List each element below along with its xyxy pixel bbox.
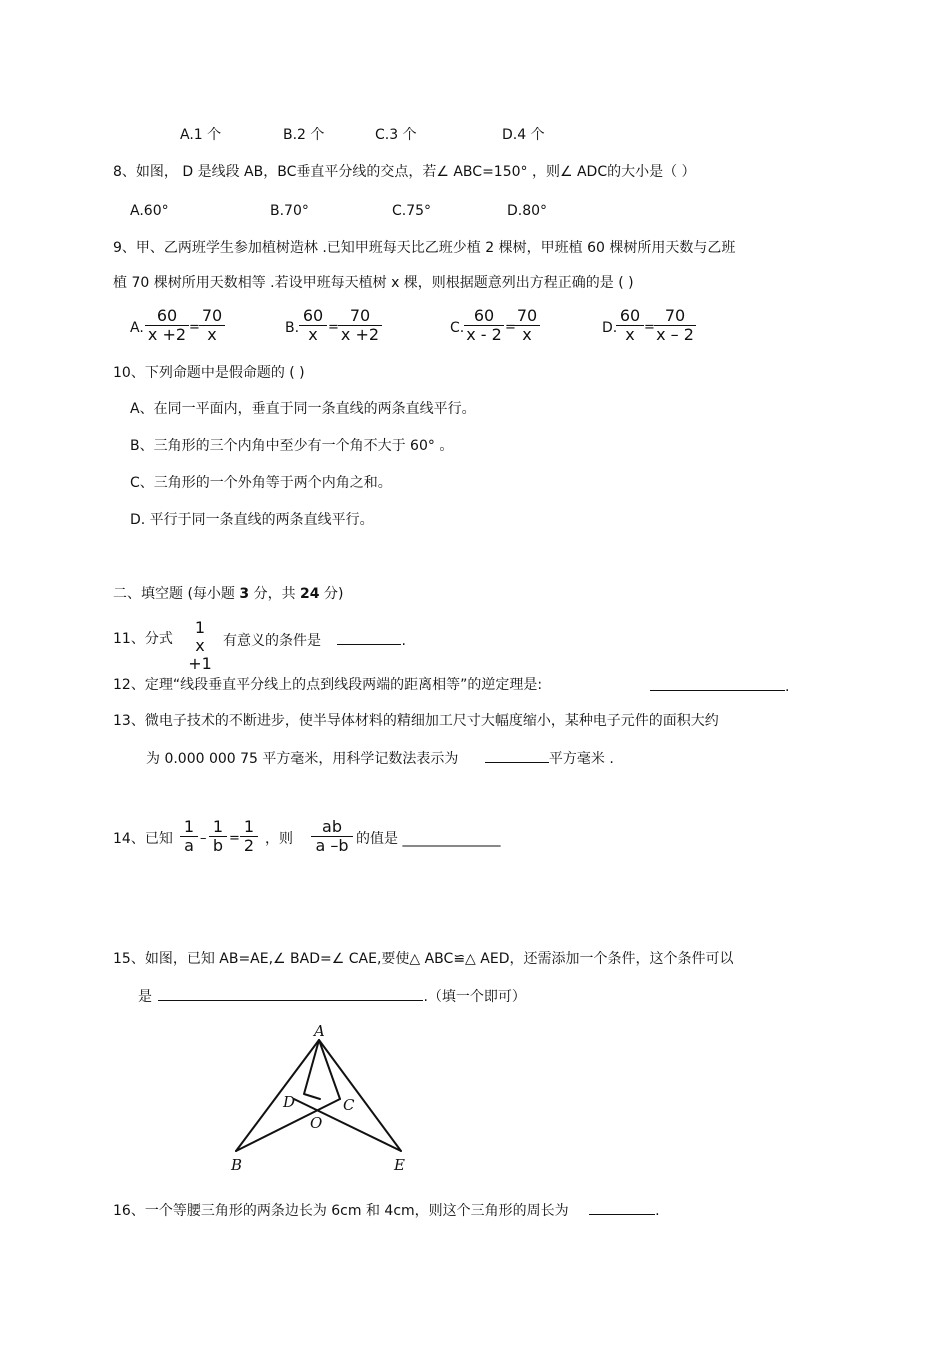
q11-end: . bbox=[401, 633, 406, 649]
q9-d-fraction-right bbox=[654, 307, 696, 344]
segment-ae bbox=[319, 1040, 401, 1151]
q9-option-a-label: A. bbox=[130, 320, 144, 336]
q14-fraction-1-over-b bbox=[209, 818, 227, 855]
q13-line2-prefix: 为 0.000 000 75 平方毫米，用科学记数法表示为 bbox=[146, 751, 459, 767]
q14-prefix: 14、已知 bbox=[113, 831, 173, 847]
denominator: x bbox=[308, 325, 318, 344]
q13-line1: 13、微电子技术的不断进步，使半导体材料的精细加工尺寸大幅度缩小，某种电子元件的面积大约 bbox=[113, 713, 719, 729]
q7-option-b: B.2 个 bbox=[283, 127, 325, 143]
q15-line2-suffix: .（填一个即可） bbox=[423, 989, 526, 1005]
q16-text bbox=[113, 1200, 660, 1220]
numerator: ab bbox=[311, 818, 353, 837]
label-o: O bbox=[310, 1114, 323, 1132]
q16-answer-blank[interactable] bbox=[589, 1200, 655, 1215]
numerator: 1 bbox=[240, 818, 258, 837]
q9-option-c-label: C. bbox=[450, 320, 465, 336]
equals-sign: = bbox=[505, 320, 516, 335]
q10-option-d: D. 平行于同一条直线的两条直线平行。 bbox=[130, 512, 374, 528]
numerator: 70 bbox=[654, 307, 696, 326]
q9-c-fraction-right bbox=[514, 307, 540, 344]
q10-option-c: C、三角形的一个外角等于两个内角之和。 bbox=[130, 475, 392, 491]
numerator: 60 bbox=[299, 307, 327, 326]
numerator: 70 bbox=[199, 307, 225, 326]
q11-suffix bbox=[223, 630, 406, 650]
q8-option-d: D.80° bbox=[507, 203, 548, 219]
q9-d-fraction-left bbox=[616, 307, 644, 344]
equals-sign: = bbox=[644, 320, 655, 335]
q13-answer-blank[interactable] bbox=[485, 748, 549, 763]
q7-option-c: C.3 个 bbox=[375, 127, 417, 143]
q8-option-b: B.70° bbox=[270, 203, 309, 219]
numerator: 1 bbox=[209, 818, 227, 837]
numerator: 1 bbox=[194, 618, 206, 637]
q16-stem: 16、一个等腰三角形的两条边长为 6cm 和 4cm，则这个三角形的周长为 bbox=[113, 1203, 569, 1219]
q13-line2 bbox=[146, 748, 614, 768]
q11-prefix: 11、分式 bbox=[113, 631, 173, 647]
q11-answer-blank[interactable] bbox=[337, 630, 401, 645]
q11-condition-text: 有意义的条件是 bbox=[223, 633, 321, 649]
points-each: 3 bbox=[239, 586, 250, 602]
label-e: E bbox=[394, 1156, 405, 1174]
numerator: 70 bbox=[514, 307, 540, 326]
q12-answer-blank[interactable] bbox=[650, 676, 785, 691]
numerator: 60 bbox=[145, 307, 189, 326]
q9-line1: 9、甲、乙两班学生参加植树造林 .已知甲班每天比乙班少植 2 棵树，甲班植 60 棵树所用天数与乙班 bbox=[113, 240, 736, 256]
numerator: 60 bbox=[616, 307, 644, 326]
q14-suffix: 的值是 ______________ bbox=[356, 831, 501, 847]
q9-b-fraction-right bbox=[338, 307, 382, 344]
q7-option-a: A.1 个 bbox=[180, 127, 222, 143]
q16-end: . bbox=[655, 1203, 660, 1219]
q14-fraction-1-over-a bbox=[180, 818, 198, 855]
q8-option-a: A.60° bbox=[130, 203, 169, 219]
q14-fraction-1-over-2 bbox=[240, 818, 258, 855]
denominator: x +2 bbox=[340, 325, 380, 344]
denominator: x bbox=[625, 325, 635, 344]
q15-line1: 15、如图，已知 AB=AE,∠ BAD=∠ CAE,要使△ ABC≌△ AED，还需添加一个条件，这个条件可以 bbox=[113, 951, 734, 967]
denominator: a bbox=[184, 836, 194, 855]
denominator: b bbox=[212, 836, 224, 855]
label-c: C bbox=[343, 1096, 355, 1114]
label-b: B bbox=[231, 1156, 243, 1174]
q15-line2-prefix: 是 bbox=[138, 989, 152, 1005]
q9-b-fraction-left bbox=[299, 307, 327, 344]
numerator: 70 bbox=[338, 307, 382, 326]
q9-a-fraction-right bbox=[199, 307, 225, 344]
segment-a-c bbox=[319, 1040, 340, 1099]
points-total: 24 bbox=[300, 586, 320, 602]
q9-a-fraction-left bbox=[145, 307, 189, 344]
denominator: a –b bbox=[315, 836, 349, 855]
denominator: x bbox=[207, 325, 217, 344]
label-a: A bbox=[314, 1022, 325, 1040]
q14-then: ，则 bbox=[265, 831, 293, 847]
section-prefix: 二、填空题 (每小题 bbox=[113, 586, 240, 602]
q10-option-a: A、在同一平面内，垂直于同一条直线的两条直线平行。 bbox=[130, 401, 476, 417]
q9-option-b-label: B. bbox=[285, 320, 300, 336]
q8-option-c: C.75° bbox=[392, 203, 432, 219]
q12-end: . bbox=[785, 679, 790, 695]
q7-option-d: D.4 个 bbox=[502, 127, 545, 143]
q9-c-fraction-left bbox=[464, 307, 504, 344]
q12-text: 12、定理“线段垂直平分线上的点到线段两端的距离相等”的逆定理是: bbox=[113, 677, 543, 693]
q15-geometry-figure bbox=[225, 1020, 425, 1180]
q11-fraction bbox=[180, 619, 220, 673]
q10-option-b: B、三角形的三个内角中至少有一个角不大于 60° 。 bbox=[130, 438, 454, 454]
equals-sign: = bbox=[229, 831, 240, 846]
q13-line2-suffix: 平方毫米 . bbox=[548, 751, 614, 767]
q14-fraction-ab-over-a-minus-b bbox=[311, 818, 353, 855]
denominator: x bbox=[522, 325, 532, 344]
numerator: 60 bbox=[464, 307, 504, 326]
equals-sign: = bbox=[328, 320, 339, 335]
denominator: x +1 bbox=[188, 636, 212, 673]
section-suffix: 分) bbox=[319, 586, 344, 602]
q15-answer-blank[interactable] bbox=[158, 986, 423, 1001]
q15-line2 bbox=[138, 986, 526, 1006]
numerator: 1 bbox=[180, 818, 198, 837]
denominator: x +2 bbox=[147, 325, 187, 344]
label-d: D bbox=[283, 1093, 296, 1111]
q9-line2: 植 70 棵树所用天数相等 .若设甲班每天植树 x 棵，则根据题意列出方程正确的是 ( ) bbox=[113, 275, 634, 291]
section-middle: 分，共 bbox=[249, 586, 301, 602]
denominator: 2 bbox=[243, 836, 255, 855]
denominator: x – 2 bbox=[656, 325, 694, 344]
equals-sign: = bbox=[189, 320, 200, 335]
q12-blank-line bbox=[650, 676, 789, 696]
denominator: x - 2 bbox=[466, 325, 502, 344]
q8-stem: 8、如图， D 是线段 AB，BC垂直平分线的交点，若∠ ABC=150° ，则∠ ADC的大小是（ ） bbox=[113, 164, 696, 180]
q10-stem: 10、下列命题中是假命题的 ( ) bbox=[113, 365, 305, 381]
section-heading-fill-in bbox=[113, 585, 343, 603]
minus-sign: – bbox=[200, 831, 207, 846]
q9-option-d-label: D. bbox=[602, 320, 618, 336]
